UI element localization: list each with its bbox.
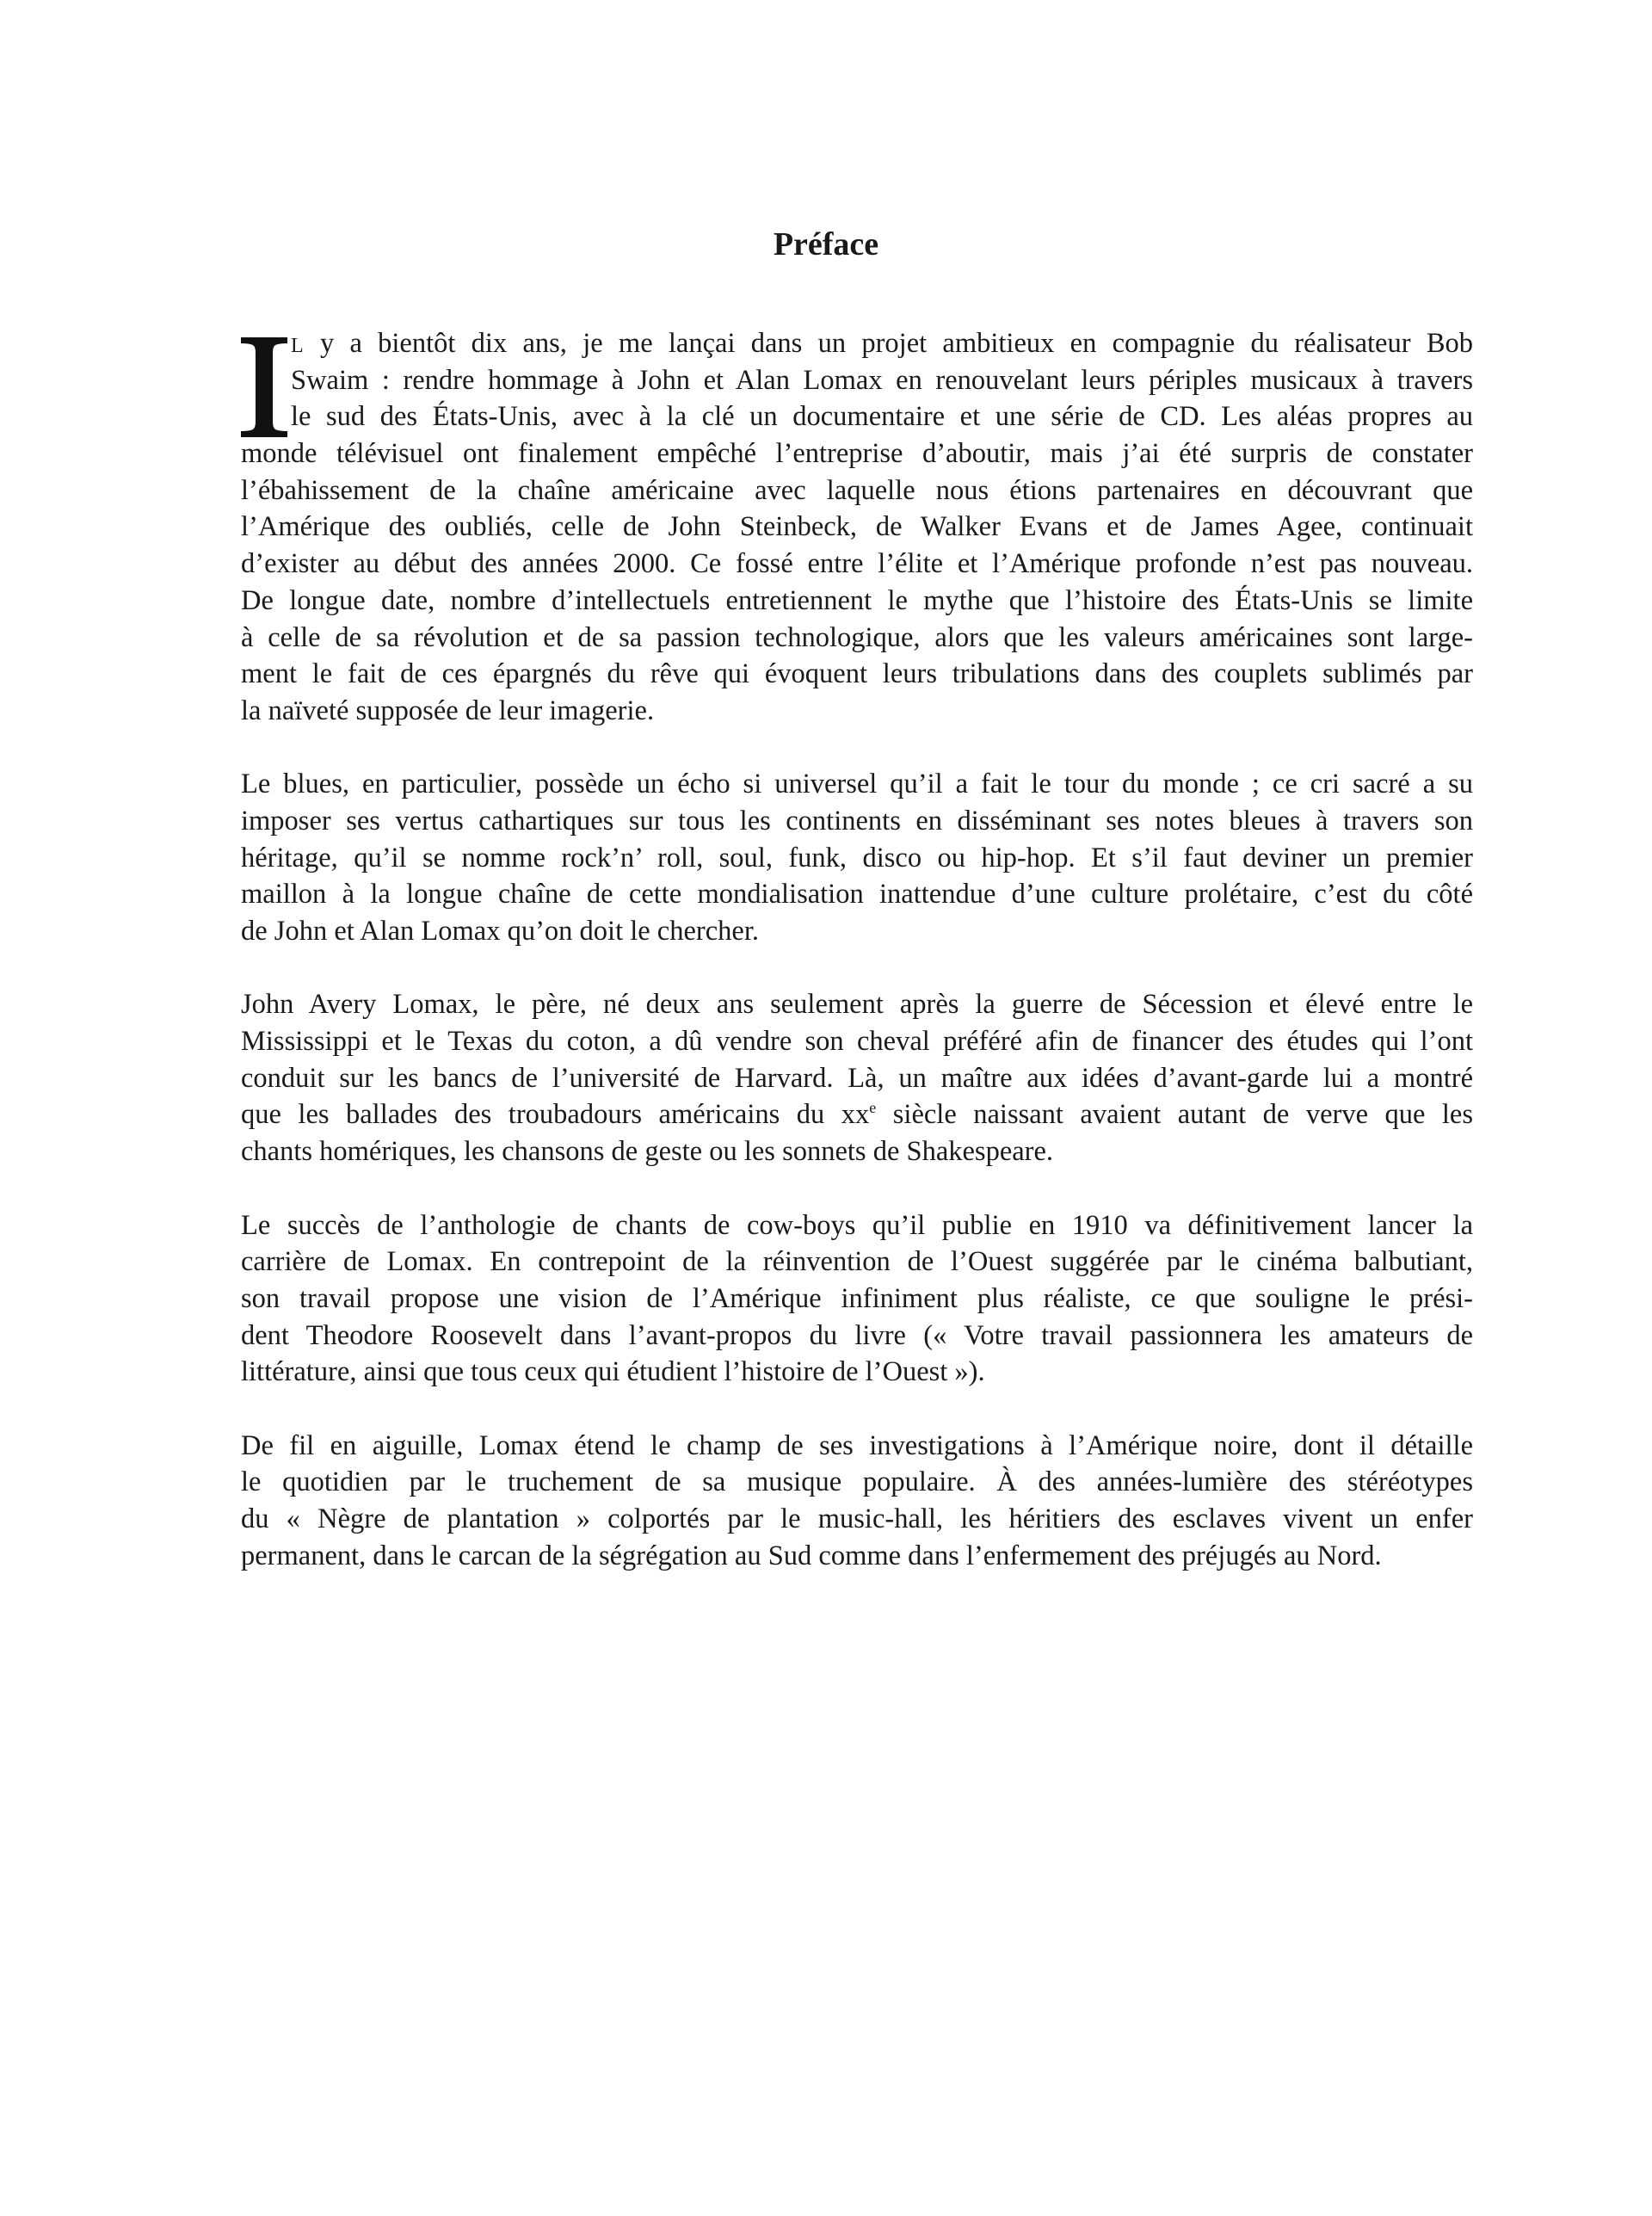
text-line [241, 1501, 1473, 1538]
line-text: le quotidien par le truchement de sa musique populaire. À des années-lumière des stéréotypes [241, 1466, 1473, 1498]
text-line [241, 913, 1473, 950]
paragraph [241, 325, 1473, 730]
text-line [241, 509, 1473, 546]
line-text: ment le fait de ces épargnés du rêve qui évoquent leurs tribulations dans des couplets sublimés par [241, 658, 1473, 690]
line-text: conduit sur les bancs de l’université de Harvard. Là, un maître aux idées d’avant-garde lui a montré [241, 1062, 1473, 1094]
text-line [241, 435, 1473, 472]
text-line [241, 325, 1473, 362]
text-line [241, 1428, 1473, 1465]
line-text: le sud des États-Unis, avec à la clé un documentaire et une série de CD. Les aléas propres au [291, 401, 1473, 433]
line-text: dent Theodore Roosevelt dans l’avant-propos du livre (« Votre travail passionnera les amateurs de [241, 1319, 1473, 1351]
line-text: Le blues, en particulier, possède un écho si universel qu’il a fait le tour du monde ; ce cri sacré a su [241, 769, 1473, 800]
text-line [241, 398, 1473, 435]
line-text: l’ébahissement de la chaîne américaine avec laquelle nous étions partenaires en découvrant que [241, 474, 1473, 506]
superscript: e [869, 1099, 877, 1117]
text-line [241, 766, 1473, 803]
document-body [241, 325, 1473, 1611]
line-text: carrière de Lomax. En contrepoint de la réinvention de l’Ouest suggérée par le cinéma balbutiant, [241, 1246, 1473, 1278]
text-line [241, 1207, 1473, 1244]
text-line [241, 1133, 1473, 1170]
text-line [241, 1354, 1473, 1391]
line-text: héritage, qu’il se nomme rock’n’ roll, soul, funk, disco ou hip-hop. Et s’il faut deviner un premier [241, 842, 1473, 873]
text-line [241, 1538, 1473, 1575]
line-text: l’Amérique des oubliés, celle de John Steinbeck, de Walker Evans et de James Agee, continuait [241, 511, 1473, 543]
line-text: du « Nègre de plantation » colportés par le music-hall, les héritiers des esclaves vivent un enfer [241, 1503, 1473, 1534]
page-title: Préface [773, 226, 879, 262]
text-line [241, 876, 1473, 913]
line-text: Mississippi et le Texas du coton, a dû vendre son cheval préféré afin de financer des études qui l’ont [241, 1026, 1473, 1058]
small-cap-letter: L [291, 335, 305, 357]
text-line [241, 1060, 1473, 1097]
line-text: chants homériques, les chansons de geste ou les sonnets de Shakespeare. [241, 1136, 1054, 1168]
text-line [241, 546, 1473, 583]
line-text: à celle de sa révolution et de sa passion technologique, alors que les valeurs américaines sont large- [241, 621, 1473, 653]
paragraph [241, 766, 1473, 949]
text-line [241, 362, 1473, 399]
paragraph-list [241, 325, 1473, 1574]
line-text: Le succès de l’anthologie de chants de cow-boys qu’il publie en 1910 va définitivement lancer la [241, 1209, 1473, 1241]
text-line [241, 656, 1473, 693]
paragraph [241, 986, 1473, 1170]
text-line [241, 1023, 1473, 1060]
line-text: maillon à la longue chaîne de cette mondialisation inattendue d’une culture prolétaire, c’est du côté [241, 879, 1473, 910]
line-text: John Avery Lomax, le père, né deux ans seulement après la guerre de Sécession et élevé entre le [241, 989, 1473, 1021]
line-text: De longue date, nombre d’intellectuels entretiennent le mythe que l’histoire des États-Unis se limite [241, 584, 1473, 616]
drop-cap [241, 337, 287, 437]
line-text: y a bientôt dix ans, je me lançai dans un projet ambitieux en compagnie du réalisateur Bob [304, 328, 1473, 359]
text-line [241, 1464, 1473, 1501]
text-line [241, 583, 1473, 620]
text-line [241, 803, 1473, 840]
line-text: imposer ses vertus cathartiques sur tous les continents en disséminant ses notes bleues à travers son [241, 805, 1473, 836]
text-line [241, 1096, 1473, 1133]
line-text: monde télévisuel ont finalement empêché l’entreprise d’aboutir, mais j’ai été surpris de constater [241, 438, 1473, 470]
line-text: Swaim : rendre hommage à John et Alan Lomax en renouvelant leurs périples musicaux à travers [291, 364, 1473, 396]
text-line [241, 472, 1473, 509]
paragraph [241, 1207, 1473, 1391]
paragraph [241, 1428, 1473, 1575]
text-line [241, 986, 1473, 1023]
line-text: la naïveté supposée de leur imagerie. [241, 694, 655, 726]
line-text: que les ballades des troubadours américains du xx [241, 1099, 870, 1131]
text-line [241, 1281, 1473, 1318]
line-text: siècle naissant avaient autant de verve que les [876, 1099, 1474, 1131]
text-line [241, 693, 1473, 730]
line-text: littérature, ainsi que tous ceux qui étudient l’histoire de l’Ouest »). [241, 1356, 985, 1388]
text-line [241, 1318, 1473, 1355]
line-text: De fil en aiguille, Lomax étend le champ de ses investigations à l’Amérique noire, dont il détaille [241, 1429, 1473, 1461]
text-line [241, 620, 1473, 657]
line-text: permanent, dans le carcan de la ségrégation au Sud comme dans l’enfermement des préjugés au Nord. [241, 1540, 1382, 1571]
line-text: de John et Alan Lomax qu’on doit le chercher. [241, 916, 759, 947]
text-line [241, 840, 1473, 877]
drop-cap-glyph [241, 337, 287, 437]
text-line [241, 1244, 1473, 1281]
line-text: son travail propose une vision de l’Amérique infiniment plus réaliste, ce que souligne le prési- [241, 1282, 1473, 1314]
line-text: d’exister au début des années 2000. Ce fossé entre l’élite et l’Amérique profonde n’est pas nouveau. [241, 548, 1473, 580]
